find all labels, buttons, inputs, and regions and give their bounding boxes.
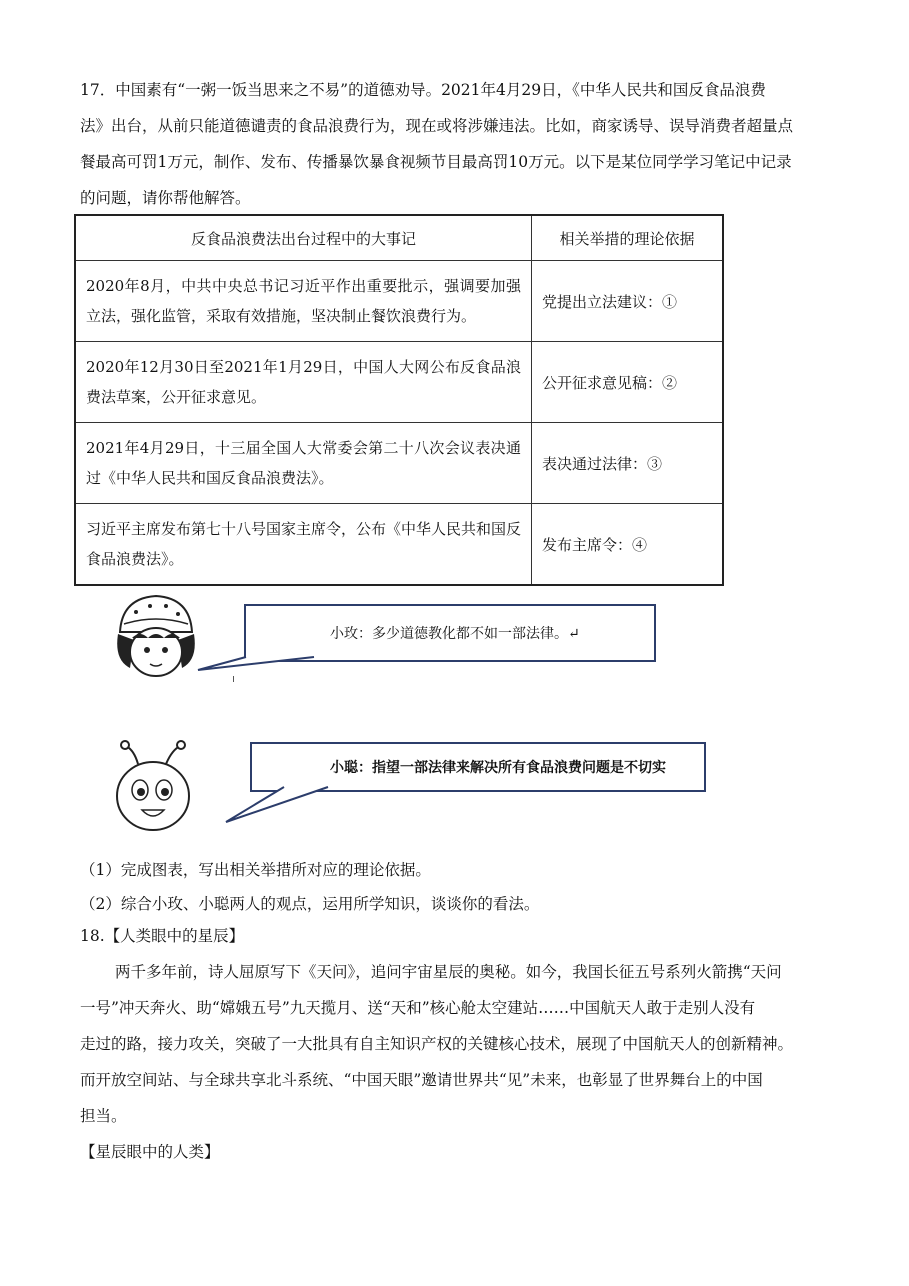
header-events: 反食品浪费法出台过程中的大事记 (75, 215, 532, 261)
bee-cartoon-icon (108, 738, 198, 834)
event-cell: 2020年12月30日至2021年1月29日，中国人大网公布反食品浪费法草案，公开征求意见。 (75, 342, 532, 423)
q17-line-2: 法》出台，从前只能道德谴责的食品浪费行为，现在或将涉嫌违法。比如，商家诱导、误导消费者超量点 (80, 117, 794, 135)
sub-question-2: （2）综合小玫、小聪两人的观点，运用所学知识，谈谈你的看法。 (80, 895, 540, 913)
event-cell: 2020年8月，中共中央总书记习近平作出重要批示，强调要加强立法，强化监管，采取有效措施，坚决制止餐饮浪费行为。 (75, 261, 532, 342)
events-table (74, 214, 724, 586)
basis-cell: 发布主席令：④ (532, 504, 724, 586)
sub-question-1: （1）完成图表，写出相关举措所对应的理论依据。 (80, 861, 431, 879)
event-cell: 2021年4月29日，十三届全国人大常委会第二十八次会议表决通过《中华人民共和国反食品浪费法》。 (75, 423, 532, 504)
q18-line-4: 而开放空间站、与全球共享北斗系统、“中国天眼”邀请世界共“见”未来，也彰显了世界舞台上的中国 (80, 1071, 763, 1089)
q18-line-5: 担当。 (80, 1107, 127, 1125)
basis-cell: 表决通过法律：③ (532, 423, 724, 504)
header-basis: 相关举措的理论依据 (532, 215, 724, 261)
table-row (75, 423, 723, 504)
q17-line-3: 餐最高可罚1万元，制作、发布、传播暴饮暴食视频节目最高罚10万元。以下是某位同学学习笔记中记录 (80, 153, 792, 171)
q18-title: 18.【人类眼中的星辰】 (80, 927, 245, 945)
q18-line-1: 两千多年前，诗人屈原写下《天问》，追问宇宙星辰的奥秘。如今，我国长征五号系列火箭携“天问 (115, 963, 782, 981)
bubble-xiaocong-text: 小聪：指望一部法律来解决所有食品浪费问题是不切实 (330, 760, 666, 776)
q18-line-3: 走过的路，接力攻关，突破了一大批具有自主知识产权的关键核心技术，展现了中国航天人的创新精神。 (80, 1035, 794, 1053)
table-row (75, 342, 723, 423)
q17-line-4: 的问题，请你帮他解答。 (80, 189, 251, 207)
table-header-row (75, 215, 723, 261)
speech-bubble-xiaomei (244, 604, 656, 662)
q18-heading-2: 【星辰眼中的人类】 (80, 1143, 220, 1161)
q18-line-2: 一号”冲天奔火、助“嫦娥五号”九天揽月、送“天和”核心舱太空建站……中国航天人敢于走别人没有 (80, 999, 756, 1017)
tick-mark (233, 676, 234, 682)
q17-line-1: 17．中国素有“一粥一饭当思来之不易”的道德劝导。2021年4月29日，《中华人民共和国反食品浪费 (80, 81, 766, 99)
bubble-xiaomei-text: 小玫：多少道德教化都不如一部法律。↵ (330, 626, 580, 642)
bubble-tail-2 (224, 786, 344, 826)
event-cell: 习近平主席发布第七十八号国家主席令，公布《中华人民共和国反食品浪费法》。 (75, 504, 532, 586)
basis-cell: 党提出立法建议：① (532, 261, 724, 342)
girl-cartoon-icon (110, 590, 202, 682)
speech-bubble-xiaocong (250, 742, 706, 792)
bubble-tail-1 (196, 656, 316, 676)
table-row (75, 504, 723, 586)
basis-cell: 公开征求意见稿：② (532, 342, 724, 423)
table-row (75, 261, 723, 342)
